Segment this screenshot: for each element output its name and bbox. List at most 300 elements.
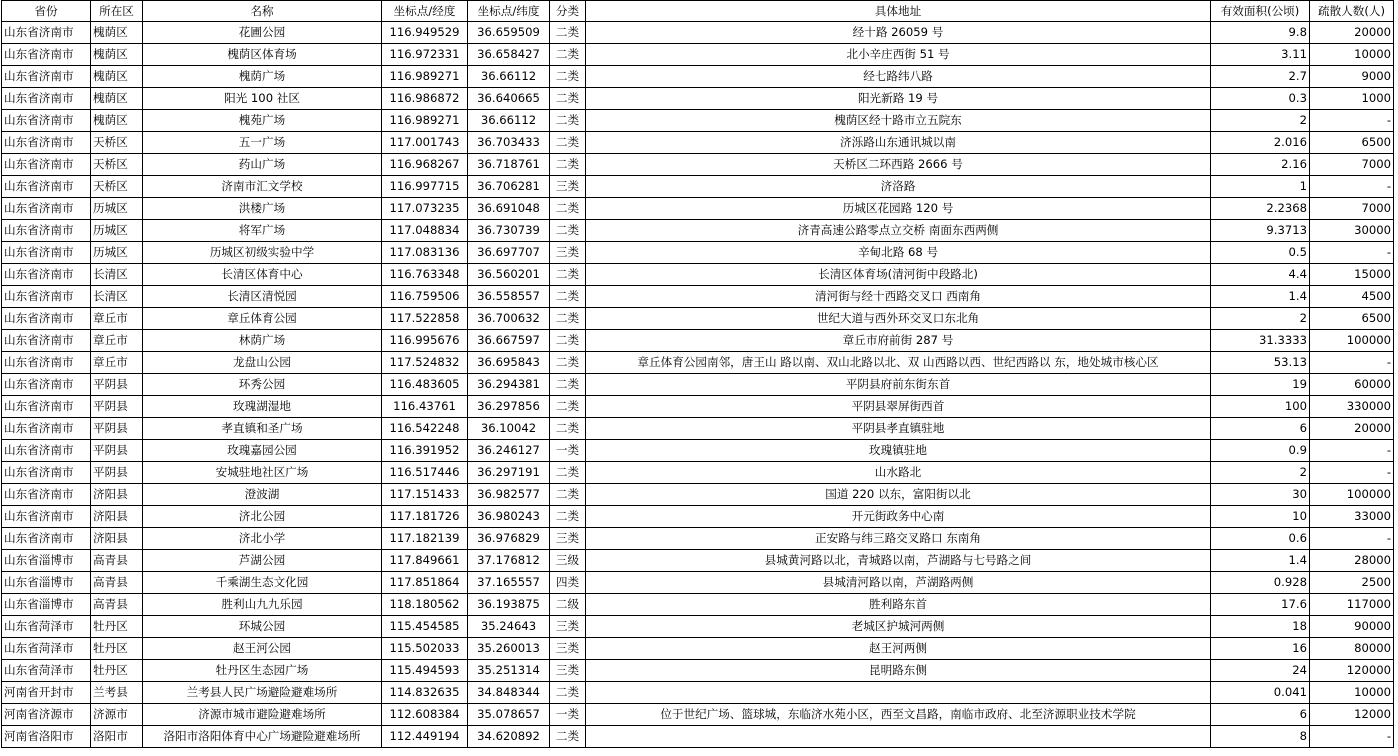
cell-category[interactable]: 三类 — [550, 616, 586, 638]
cell-evacuees[interactable]: 117000 — [1310, 594, 1394, 616]
cell-evacuees[interactable]: 60000 — [1310, 374, 1394, 396]
cell-address[interactable]: 玫瑰镇驻地 — [586, 440, 1211, 462]
cell-category[interactable]: 二级 — [550, 594, 586, 616]
cell-address[interactable]: 山水路北 — [586, 462, 1211, 484]
cell-address[interactable]: 县城黄河路以北，青城路以南，芦湖路与七号路之间 — [586, 550, 1211, 572]
cell-address[interactable]: 位于世纪广场、篮球城，东临济水苑小区，西至文昌路，南临市政府、北至济源职业技术学院 — [586, 704, 1211, 726]
cell-name[interactable]: 千乘湖生态文化园 — [143, 572, 382, 594]
cell-longitude[interactable]: 116.949529 — [382, 22, 468, 44]
cell-province[interactable]: 山东省济南市 — [2, 352, 91, 374]
cell-province[interactable]: 山东省济南市 — [2, 88, 91, 110]
cell-latitude[interactable]: 36.193875 — [468, 594, 550, 616]
cell-address[interactable]: 平阴县府前东街东首 — [586, 374, 1211, 396]
cell-latitude[interactable]: 34.620892 — [468, 726, 550, 748]
cell-latitude[interactable]: 36.691048 — [468, 198, 550, 220]
cell-evacuees[interactable]: 12000 — [1310, 704, 1394, 726]
cell-area[interactable]: 2 — [1211, 110, 1310, 132]
cell-district[interactable]: 天桥区 — [91, 176, 143, 198]
cell-latitude[interactable]: 36.730739 — [468, 220, 550, 242]
cell-evacuees[interactable]: 4500 — [1310, 286, 1394, 308]
cell-district[interactable]: 章丘市 — [91, 308, 143, 330]
cell-evacuees[interactable]: 90000 — [1310, 616, 1394, 638]
cell-longitude[interactable]: 116.997715 — [382, 176, 468, 198]
cell-area[interactable]: 0.041 — [1211, 682, 1310, 704]
cell-latitude[interactable]: 36.667597 — [468, 330, 550, 352]
cell-province[interactable]: 山东省济南市 — [2, 220, 91, 242]
cell-province[interactable]: 山东省济南市 — [2, 264, 91, 286]
cell-evacuees[interactable]: - — [1310, 528, 1394, 550]
cell-district[interactable]: 兰考县 — [91, 682, 143, 704]
header-address[interactable]: 具体地址 — [586, 1, 1211, 22]
cell-address[interactable]: 县城清河路以南，芦湖路两侧 — [586, 572, 1211, 594]
cell-address[interactable]: 开元街政务中心南 — [586, 506, 1211, 528]
cell-latitude[interactable]: 36.980243 — [468, 506, 550, 528]
cell-latitude[interactable]: 35.251314 — [468, 660, 550, 682]
cell-name[interactable]: 药山广场 — [143, 154, 382, 176]
cell-province[interactable]: 山东省济南市 — [2, 176, 91, 198]
cell-district[interactable]: 章丘市 — [91, 352, 143, 374]
cell-province[interactable]: 山东省济南市 — [2, 154, 91, 176]
cell-name[interactable]: 槐苑广场 — [143, 110, 382, 132]
cell-area[interactable]: 30 — [1211, 484, 1310, 506]
cell-evacuees[interactable]: 1000 — [1310, 88, 1394, 110]
header-longitude[interactable]: 坐标点/经度 — [382, 1, 468, 22]
cell-evacuees[interactable]: 10000 — [1310, 44, 1394, 66]
cell-evacuees[interactable]: 120000 — [1310, 660, 1394, 682]
cell-name[interactable]: 安城驻地社区广场 — [143, 462, 382, 484]
cell-area[interactable]: 0.5 — [1211, 242, 1310, 264]
cell-district[interactable]: 章丘市 — [91, 330, 143, 352]
cell-name[interactable]: 阳光 100 社区 — [143, 88, 382, 110]
cell-evacuees[interactable]: - — [1310, 176, 1394, 198]
cell-latitude[interactable]: 36.982577 — [468, 484, 550, 506]
cell-district[interactable]: 高青县 — [91, 572, 143, 594]
header-area[interactable]: 有效面积(公顷) — [1211, 1, 1310, 22]
cell-name[interactable]: 长清区体育中心 — [143, 264, 382, 286]
cell-area[interactable]: 0.6 — [1211, 528, 1310, 550]
cell-district[interactable]: 济阳县 — [91, 506, 143, 528]
cell-name[interactable]: 槐荫区体育场 — [143, 44, 382, 66]
cell-area[interactable]: 19 — [1211, 374, 1310, 396]
cell-evacuees[interactable]: 2500 — [1310, 572, 1394, 594]
cell-area[interactable]: 0.928 — [1211, 572, 1310, 594]
cell-latitude[interactable]: 36.697707 — [468, 242, 550, 264]
cell-longitude[interactable]: 117.048834 — [382, 220, 468, 242]
cell-address[interactable]: 天桥区二环西路 2666 号 — [586, 154, 1211, 176]
cell-evacuees[interactable]: 100000 — [1310, 484, 1394, 506]
cell-name[interactable]: 五一广场 — [143, 132, 382, 154]
cell-evacuees[interactable]: 80000 — [1310, 638, 1394, 660]
cell-name[interactable]: 槐荫广场 — [143, 66, 382, 88]
cell-province[interactable]: 山东省济南市 — [2, 132, 91, 154]
cell-address[interactable]: 北小辛庄西街 51 号 — [586, 44, 1211, 66]
cell-latitude[interactable]: 36.695843 — [468, 352, 550, 374]
cell-address[interactable]: 平阴县孝直镇驻地 — [586, 418, 1211, 440]
cell-category[interactable]: 三类 — [550, 660, 586, 682]
cell-longitude[interactable]: 116.759506 — [382, 286, 468, 308]
cell-evacuees[interactable]: 7000 — [1310, 198, 1394, 220]
cell-name[interactable]: 将军广场 — [143, 220, 382, 242]
cell-name[interactable]: 赵王河公园 — [143, 638, 382, 660]
cell-longitude[interactable]: 117.182139 — [382, 528, 468, 550]
cell-latitude[interactable]: 35.260013 — [468, 638, 550, 660]
cell-longitude[interactable]: 116.986872 — [382, 88, 468, 110]
cell-evacuees[interactable]: 20000 — [1310, 22, 1394, 44]
cell-category[interactable]: 二类 — [550, 396, 586, 418]
cell-province[interactable]: 山东省济南市 — [2, 374, 91, 396]
cell-address[interactable]: 胜利路东首 — [586, 594, 1211, 616]
cell-category[interactable]: 三级 — [550, 550, 586, 572]
header-latitude[interactable]: 坐标点/纬度 — [468, 1, 550, 22]
cell-category[interactable]: 二类 — [550, 286, 586, 308]
cell-latitude[interactable]: 35.24643 — [468, 616, 550, 638]
cell-category[interactable]: 二类 — [550, 66, 586, 88]
cell-area[interactable]: 9.3713 — [1211, 220, 1310, 242]
cell-longitude[interactable]: 117.524832 — [382, 352, 468, 374]
cell-longitude[interactable]: 114.832635 — [382, 682, 468, 704]
cell-address[interactable]: 经十路 26059 号 — [586, 22, 1211, 44]
cell-longitude[interactable]: 117.001743 — [382, 132, 468, 154]
cell-longitude[interactable]: 116.989271 — [382, 66, 468, 88]
cell-address[interactable]: 阳光新路 19 号 — [586, 88, 1211, 110]
cell-area[interactable]: 100 — [1211, 396, 1310, 418]
cell-evacuees[interactable]: 33000 — [1310, 506, 1394, 528]
cell-name[interactable]: 历城区初级实验中学 — [143, 242, 382, 264]
cell-address[interactable]: 经七路纬八路 — [586, 66, 1211, 88]
cell-district[interactable]: 牡丹区 — [91, 638, 143, 660]
cell-category[interactable]: 二类 — [550, 154, 586, 176]
cell-longitude[interactable]: 117.073235 — [382, 198, 468, 220]
cell-category[interactable]: 二类 — [550, 682, 586, 704]
cell-district[interactable]: 牡丹区 — [91, 616, 143, 638]
cell-category[interactable]: 二类 — [550, 352, 586, 374]
cell-category[interactable]: 一类 — [550, 440, 586, 462]
cell-area[interactable]: 4.4 — [1211, 264, 1310, 286]
cell-area[interactable]: 6 — [1211, 704, 1310, 726]
cell-category[interactable]: 二类 — [550, 484, 586, 506]
cell-longitude[interactable]: 117.851864 — [382, 572, 468, 594]
cell-latitude[interactable]: 36.560201 — [468, 264, 550, 286]
cell-category[interactable]: 二类 — [550, 132, 586, 154]
cell-category[interactable]: 二类 — [550, 44, 586, 66]
cell-name[interactable]: 环秀公园 — [143, 374, 382, 396]
cell-longitude[interactable]: 116.391952 — [382, 440, 468, 462]
cell-name[interactable]: 济源市城市避险避难场所 — [143, 704, 382, 726]
cell-area[interactable]: 3.11 — [1211, 44, 1310, 66]
cell-district[interactable]: 平阴县 — [91, 374, 143, 396]
cell-latitude[interactable]: 36.976829 — [468, 528, 550, 550]
cell-latitude[interactable]: 36.66112 — [468, 66, 550, 88]
cell-district[interactable]: 槐荫区 — [91, 22, 143, 44]
cell-category[interactable]: 二类 — [550, 88, 586, 110]
cell-province[interactable]: 山东省淄博市 — [2, 594, 91, 616]
cell-category[interactable]: 四类 — [550, 572, 586, 594]
cell-latitude[interactable]: 36.718761 — [468, 154, 550, 176]
cell-province[interactable]: 山东省济南市 — [2, 484, 91, 506]
cell-longitude[interactable]: 116.542248 — [382, 418, 468, 440]
cell-category[interactable]: 三类 — [550, 638, 586, 660]
cell-address[interactable]: 国道 220 以东，富阳街以北 — [586, 484, 1211, 506]
cell-area[interactable]: 10 — [1211, 506, 1310, 528]
cell-area[interactable]: 8 — [1211, 726, 1310, 748]
cell-name[interactable]: 林荫广场 — [143, 330, 382, 352]
cell-province[interactable]: 山东省济南市 — [2, 528, 91, 550]
cell-area[interactable]: 2.7 — [1211, 66, 1310, 88]
cell-province[interactable]: 河南省济源市 — [2, 704, 91, 726]
cell-province[interactable]: 河南省开封市 — [2, 682, 91, 704]
cell-latitude[interactable]: 36.297856 — [468, 396, 550, 418]
cell-address[interactable]: 槐荫区经十路市立五院东 — [586, 110, 1211, 132]
cell-evacuees[interactable]: - — [1310, 462, 1394, 484]
cell-longitude[interactable]: 117.522858 — [382, 308, 468, 330]
cell-district[interactable]: 天桥区 — [91, 132, 143, 154]
cell-longitude[interactable]: 117.151433 — [382, 484, 468, 506]
cell-province[interactable]: 山东省淄博市 — [2, 572, 91, 594]
cell-district[interactable]: 高青县 — [91, 594, 143, 616]
cell-evacuees[interactable]: 100000 — [1310, 330, 1394, 352]
cell-longitude[interactable]: 117.181726 — [382, 506, 468, 528]
cell-province[interactable]: 山东省济南市 — [2, 396, 91, 418]
cell-latitude[interactable]: 36.706281 — [468, 176, 550, 198]
cell-area[interactable]: 2 — [1211, 462, 1310, 484]
cell-longitude[interactable]: 116.972331 — [382, 44, 468, 66]
cell-evacuees[interactable]: 6500 — [1310, 308, 1394, 330]
cell-category[interactable]: 一类 — [550, 704, 586, 726]
cell-address[interactable]: 老城区护城河两侧 — [586, 616, 1211, 638]
cell-district[interactable]: 长清区 — [91, 286, 143, 308]
cell-longitude[interactable]: 116.995676 — [382, 330, 468, 352]
cell-latitude[interactable]: 37.176812 — [468, 550, 550, 572]
cell-longitude[interactable]: 115.454585 — [382, 616, 468, 638]
cell-latitude[interactable]: 34.848344 — [468, 682, 550, 704]
cell-longitude[interactable]: 117.849661 — [382, 550, 468, 572]
cell-address[interactable]: 济泺路山东通讯城以南 — [586, 132, 1211, 154]
cell-longitude[interactable]: 116.43761 — [382, 396, 468, 418]
cell-district[interactable]: 济源市 — [91, 704, 143, 726]
cell-area[interactable]: 0.3 — [1211, 88, 1310, 110]
cell-district[interactable]: 平阴县 — [91, 440, 143, 462]
cell-address[interactable]: 济洛路 — [586, 176, 1211, 198]
cell-name[interactable]: 牡丹区生态园广场 — [143, 660, 382, 682]
cell-name[interactable]: 环城公园 — [143, 616, 382, 638]
cell-latitude[interactable]: 35.078657 — [468, 704, 550, 726]
cell-address[interactable]: 章丘体育公园南邻，唐王山 路以南、双山北路以北、双 山西路以西、世纪西路以 东，地处城市核心区 — [586, 352, 1211, 374]
cell-evacuees[interactable]: 10000 — [1310, 682, 1394, 704]
cell-province[interactable]: 河南省洛阳市 — [2, 726, 91, 748]
cell-address[interactable]: 章丘市府前街 287 号 — [586, 330, 1211, 352]
cell-area[interactable]: 9.8 — [1211, 22, 1310, 44]
cell-area[interactable]: 6 — [1211, 418, 1310, 440]
cell-province[interactable]: 山东省济南市 — [2, 242, 91, 264]
cell-district[interactable]: 平阴县 — [91, 396, 143, 418]
cell-province[interactable]: 山东省济南市 — [2, 110, 91, 132]
cell-area[interactable]: 2.2368 — [1211, 198, 1310, 220]
cell-category[interactable]: 三类 — [550, 242, 586, 264]
cell-evacuees[interactable]: 20000 — [1310, 418, 1394, 440]
cell-province[interactable]: 山东省济南市 — [2, 198, 91, 220]
cell-longitude[interactable]: 115.494593 — [382, 660, 468, 682]
cell-province[interactable]: 山东省济南市 — [2, 22, 91, 44]
cell-district[interactable]: 平阴县 — [91, 462, 143, 484]
cell-district[interactable]: 槐荫区 — [91, 88, 143, 110]
cell-province[interactable]: 山东省济南市 — [2, 330, 91, 352]
cell-longitude[interactable]: 116.763348 — [382, 264, 468, 286]
cell-province[interactable]: 山东省菏泽市 — [2, 638, 91, 660]
cell-evacuees[interactable]: - — [1310, 352, 1394, 374]
cell-longitude[interactable]: 117.083136 — [382, 242, 468, 264]
cell-name[interactable]: 洪楼广场 — [143, 198, 382, 220]
cell-category[interactable]: 二类 — [550, 506, 586, 528]
cell-latitude[interactable]: 36.640665 — [468, 88, 550, 110]
cell-category[interactable]: 二类 — [550, 330, 586, 352]
cell-area[interactable]: 1 — [1211, 176, 1310, 198]
cell-category[interactable]: 二类 — [550, 198, 586, 220]
cell-area[interactable]: 31.3333 — [1211, 330, 1310, 352]
cell-area[interactable]: 2 — [1211, 308, 1310, 330]
header-province[interactable]: 省份 — [2, 1, 91, 22]
cell-name[interactable]: 孝直镇和圣广场 — [143, 418, 382, 440]
cell-address[interactable]: 历城区花园路 120 号 — [586, 198, 1211, 220]
cell-evacuees[interactable]: 30000 — [1310, 220, 1394, 242]
cell-area[interactable]: 2.16 — [1211, 154, 1310, 176]
cell-longitude[interactable]: 112.449194 — [382, 726, 468, 748]
cell-evacuees[interactable]: - — [1310, 726, 1394, 748]
cell-district[interactable]: 历城区 — [91, 198, 143, 220]
cell-name[interactable]: 胜利山九九乐园 — [143, 594, 382, 616]
cell-address[interactable] — [586, 726, 1211, 748]
cell-district[interactable]: 济阳县 — [91, 528, 143, 550]
cell-name[interactable]: 兰考县人民广场避险避难场所 — [143, 682, 382, 704]
cell-area[interactable]: 0.9 — [1211, 440, 1310, 462]
cell-name[interactable]: 济北小学 — [143, 528, 382, 550]
cell-address[interactable]: 辛甸北路 68 号 — [586, 242, 1211, 264]
cell-name[interactable]: 芦湖公园 — [143, 550, 382, 572]
cell-address[interactable]: 赵王河两侧 — [586, 638, 1211, 660]
cell-area[interactable]: 16 — [1211, 638, 1310, 660]
cell-evacuees[interactable]: 6500 — [1310, 132, 1394, 154]
cell-address[interactable]: 清河街与经十西路交叉口 西南角 — [586, 286, 1211, 308]
cell-evacuees[interactable]: 9000 — [1310, 66, 1394, 88]
cell-province[interactable]: 山东省济南市 — [2, 44, 91, 66]
cell-longitude[interactable]: 116.483605 — [382, 374, 468, 396]
cell-name[interactable]: 济北公园 — [143, 506, 382, 528]
cell-district[interactable]: 长清区 — [91, 264, 143, 286]
cell-longitude[interactable]: 116.968267 — [382, 154, 468, 176]
header-name[interactable]: 名称 — [143, 1, 382, 22]
cell-longitude[interactable]: 118.180562 — [382, 594, 468, 616]
cell-area[interactable]: 1.4 — [1211, 550, 1310, 572]
cell-longitude[interactable]: 115.502033 — [382, 638, 468, 660]
cell-district[interactable]: 牡丹区 — [91, 660, 143, 682]
cell-district[interactable]: 洛阳市 — [91, 726, 143, 748]
cell-address[interactable]: 正安路与纬三路交叉路口 东南角 — [586, 528, 1211, 550]
cell-category[interactable]: 三类 — [550, 528, 586, 550]
cell-latitude[interactable]: 36.297191 — [468, 462, 550, 484]
cell-name[interactable]: 长清区清悦园 — [143, 286, 382, 308]
cell-category[interactable]: 二类 — [550, 418, 586, 440]
cell-district[interactable]: 槐荫区 — [91, 66, 143, 88]
cell-longitude[interactable]: 116.517446 — [382, 462, 468, 484]
cell-province[interactable]: 山东省济南市 — [2, 462, 91, 484]
cell-address[interactable]: 昆明路东侧 — [586, 660, 1211, 682]
cell-district[interactable]: 槐荫区 — [91, 44, 143, 66]
cell-longitude[interactable]: 116.989271 — [382, 110, 468, 132]
cell-latitude[interactable]: 36.703433 — [468, 132, 550, 154]
cell-category[interactable]: 二类 — [550, 462, 586, 484]
cell-name[interactable]: 玫瑰湖湿地 — [143, 396, 382, 418]
cell-district[interactable]: 济阳县 — [91, 484, 143, 506]
cell-province[interactable]: 山东省济南市 — [2, 66, 91, 88]
cell-latitude[interactable]: 36.246127 — [468, 440, 550, 462]
cell-evacuees[interactable]: - — [1310, 440, 1394, 462]
cell-address[interactable]: 长清区体育场(清河街中段路北) — [586, 264, 1211, 286]
cell-province[interactable]: 山东省菏泽市 — [2, 660, 91, 682]
cell-longitude[interactable]: 112.608384 — [382, 704, 468, 726]
cell-evacuees[interactable]: - — [1310, 110, 1394, 132]
cell-category[interactable]: 二类 — [550, 22, 586, 44]
cell-latitude[interactable]: 37.165557 — [468, 572, 550, 594]
cell-area[interactable]: 53.13 — [1211, 352, 1310, 374]
cell-district[interactable]: 槐荫区 — [91, 110, 143, 132]
cell-name[interactable]: 济南市汇文学校 — [143, 176, 382, 198]
cell-area[interactable]: 1.4 — [1211, 286, 1310, 308]
cell-name[interactable]: 澄波湖 — [143, 484, 382, 506]
cell-district[interactable]: 平阴县 — [91, 418, 143, 440]
cell-address[interactable]: 世纪大道与西外环交叉口东北角 — [586, 308, 1211, 330]
cell-evacuees[interactable]: 7000 — [1310, 154, 1394, 176]
cell-category[interactable]: 二类 — [550, 374, 586, 396]
cell-latitude[interactable]: 36.66112 — [468, 110, 550, 132]
cell-province[interactable]: 山东省济南市 — [2, 308, 91, 330]
cell-province[interactable]: 山东省济南市 — [2, 506, 91, 528]
cell-district[interactable]: 历城区 — [91, 242, 143, 264]
cell-evacuees[interactable]: 28000 — [1310, 550, 1394, 572]
header-category[interactable]: 分类 — [550, 1, 586, 22]
cell-evacuees[interactable]: - — [1310, 242, 1394, 264]
cell-address[interactable] — [586, 682, 1211, 704]
cell-category[interactable]: 二类 — [550, 264, 586, 286]
cell-latitude[interactable]: 36.700632 — [468, 308, 550, 330]
cell-area[interactable]: 24 — [1211, 660, 1310, 682]
cell-latitude[interactable]: 36.10042 — [468, 418, 550, 440]
header-district[interactable]: 所在区 — [91, 1, 143, 22]
cell-address[interactable]: 济青高速公路零点立交桥 南面东西两侧 — [586, 220, 1211, 242]
cell-latitude[interactable]: 36.659509 — [468, 22, 550, 44]
cell-district[interactable]: 高青县 — [91, 550, 143, 572]
cell-evacuees[interactable]: 15000 — [1310, 264, 1394, 286]
cell-area[interactable]: 2.016 — [1211, 132, 1310, 154]
cell-category[interactable]: 二类 — [550, 110, 586, 132]
cell-area[interactable]: 17.6 — [1211, 594, 1310, 616]
header-evacuees[interactable]: 疏散人数(人) — [1310, 1, 1394, 22]
cell-province[interactable]: 山东省淄博市 — [2, 550, 91, 572]
cell-province[interactable]: 山东省济南市 — [2, 286, 91, 308]
cell-address[interactable]: 平阴县翠屏街西首 — [586, 396, 1211, 418]
cell-latitude[interactable]: 36.558557 — [468, 286, 550, 308]
cell-name[interactable]: 章丘体育公园 — [143, 308, 382, 330]
cell-area[interactable]: 18 — [1211, 616, 1310, 638]
cell-evacuees[interactable]: 330000 — [1310, 396, 1394, 418]
cell-name[interactable]: 龙盘山公园 — [143, 352, 382, 374]
cell-category[interactable]: 三类 — [550, 176, 586, 198]
cell-province[interactable]: 山东省济南市 — [2, 418, 91, 440]
cell-name[interactable]: 花圃公园 — [143, 22, 382, 44]
cell-district[interactable]: 天桥区 — [91, 154, 143, 176]
cell-category[interactable]: 二类 — [550, 220, 586, 242]
cell-province[interactable]: 山东省济南市 — [2, 440, 91, 462]
cell-name[interactable]: 洛阳市洛阳体育中心广场避险避难场所 — [143, 726, 382, 748]
cell-latitude[interactable]: 36.294381 — [468, 374, 550, 396]
